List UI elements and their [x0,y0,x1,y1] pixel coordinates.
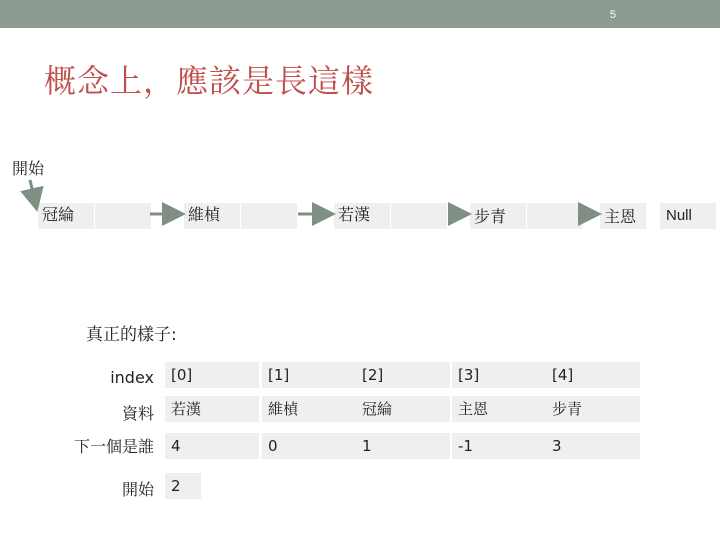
data-cell: 若漢 [165,396,259,422]
index-cell: [0] [165,362,259,388]
slide-title: 概念上，應該是長這樣 [44,62,375,100]
row-label-next: 下一個是誰 [73,437,154,456]
next-cell: 0 [262,433,356,459]
index-cell: [4] [546,362,640,388]
node-value: 若漢 [334,203,390,229]
start-arrow [30,180,36,206]
null-terminator: Null [660,203,716,229]
row-label-start: 開始 [121,480,154,499]
node-value: 步青 [470,203,526,229]
row-label-index: index [110,368,154,387]
next-cell: 1 [356,433,450,459]
start-cell: 2 [165,473,201,499]
data-cell: 冠綸 [356,396,450,422]
next-cell: 4 [165,433,259,459]
data-cell: 主恩 [452,396,546,422]
data-cell: 步青 [546,396,640,422]
row-label-data: 資料 [121,404,154,423]
subtitle: 真正的樣子: [86,325,177,345]
index-cell: [3] [452,362,546,388]
slide-number: 5 [609,9,616,21]
data-cell: 維楨 [262,396,356,422]
next-cell: 3 [546,433,640,459]
next-cell: -1 [452,433,546,459]
index-cell: [2] [356,362,450,388]
node-value: 主恩 [600,203,646,229]
node-value: 維楨 [184,203,240,229]
start-label: 開始 [12,159,45,178]
node-value: 冠綸 [38,203,94,229]
index-cell: [1] [262,362,356,388]
